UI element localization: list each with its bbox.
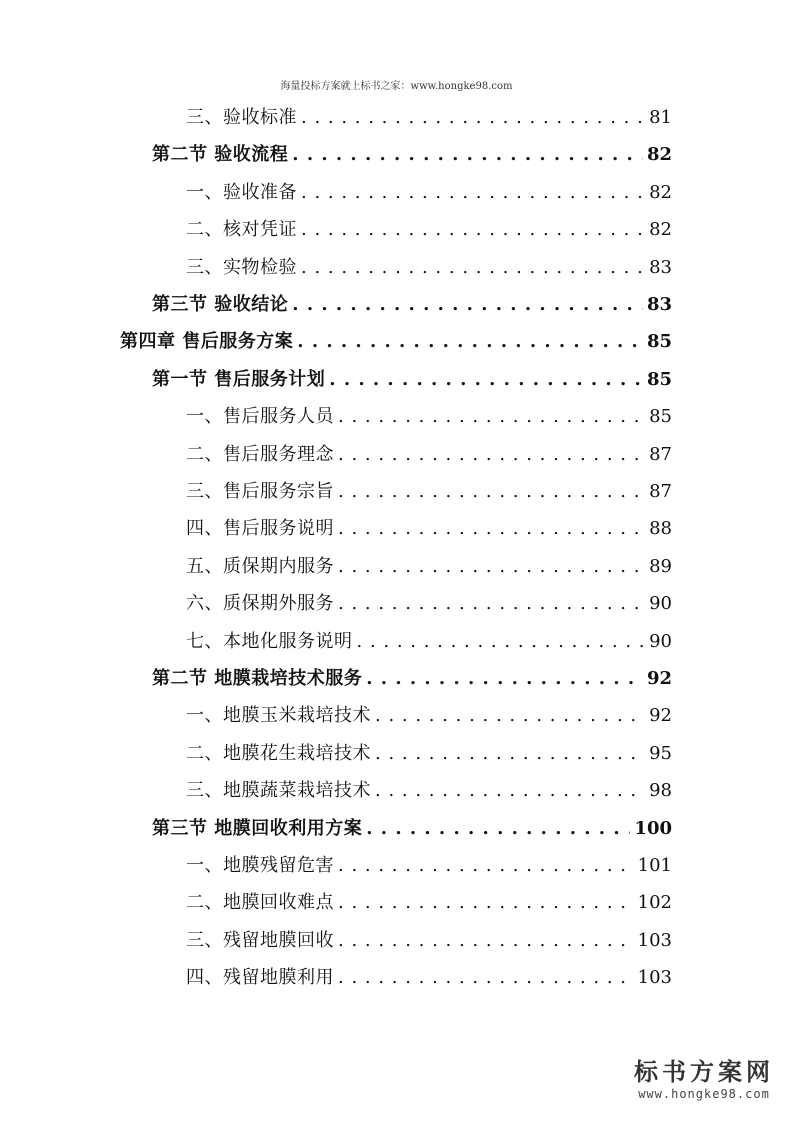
watermark-title: 标书方案网 — [634, 1058, 774, 1086]
toc-subsection-entry — [186, 885, 672, 915]
toc-entry-title: 三、残留地膜回收 — [186, 929, 334, 951]
toc-dot-leader — [375, 779, 645, 803]
toc-page-number: 87 — [649, 481, 672, 502]
toc-dot-leader — [297, 330, 643, 354]
toc-dot-leader — [338, 517, 645, 541]
toc-subsection-entry — [186, 549, 672, 579]
toc-page-number: 103 — [637, 967, 672, 989]
toc-entry-title: 六、质保期外服务 — [186, 593, 334, 615]
toc-entry-title: 第三节 验收结论 — [152, 294, 289, 315]
toc-dot-leader — [301, 106, 645, 130]
toc-page-number: 92 — [649, 705, 672, 727]
toc-entry-title: 一、地膜残留危害 — [186, 855, 334, 876]
toc-subsection-entry — [186, 474, 672, 504]
toc-page-number: 89 — [649, 555, 672, 577]
toc-subsection-entry — [186, 960, 672, 990]
toc-dot-leader — [338, 443, 645, 467]
toc-entry-title: 四、残留地膜利用 — [186, 967, 334, 989]
toc-dot-leader — [338, 854, 634, 878]
toc-page-number: 103 — [637, 929, 672, 951]
toc-subsection-entry — [186, 624, 672, 654]
toc-page-number: 82 — [649, 219, 672, 241]
toc-subsection-entry — [186, 175, 672, 205]
toc-dot-leader — [338, 929, 634, 953]
toc-entry-title: 二、售后服务理念 — [186, 443, 334, 465]
toc-subsection-entry — [186, 773, 672, 803]
toc-dot-leader — [338, 405, 645, 429]
toc-subsection-entry — [186, 586, 672, 616]
toc-subsection-entry — [186, 848, 672, 878]
page-header: 海量投标方案就上标书之家：www.hongke98.com — [280, 81, 513, 92]
toc-page-number: 85 — [646, 368, 672, 390]
toc-page-number: 85 — [649, 406, 672, 428]
toc-section-entry — [152, 811, 672, 841]
toc-page-number: 85 — [646, 331, 672, 353]
toc-subsection-entry — [186, 437, 672, 467]
toc-entry-title: 二、核对凭证 — [186, 219, 297, 241]
toc-entry-title: 三、验收标准 — [186, 107, 297, 128]
toc-dot-leader — [375, 704, 645, 728]
toc-page-number: 95 — [649, 742, 672, 764]
toc-page-number: 87 — [649, 443, 672, 465]
toc-entry-title: 一、验收准备 — [186, 181, 297, 203]
toc-subsection-entry — [186, 212, 672, 242]
toc-subsection-entry — [186, 100, 672, 130]
toc-dot-leader — [301, 181, 645, 205]
toc-page-number: 82 — [646, 144, 672, 166]
toc-dot-leader — [338, 891, 634, 915]
toc-section-entry — [152, 137, 672, 167]
toc-page-number: 83 — [646, 294, 672, 315]
toc-dot-leader — [338, 555, 645, 579]
toc-dot-leader — [338, 966, 634, 990]
toc-entry-title: 二、地膜回收难点 — [186, 892, 334, 914]
toc-section-entry — [152, 661, 672, 691]
toc-entry-title: 一、地膜玉米栽培技术 — [186, 705, 371, 727]
toc-entry-title: 二、地膜花生栽培技术 — [186, 742, 371, 764]
toc-dot-leader — [366, 667, 643, 691]
toc-page-number: 83 — [649, 256, 672, 278]
toc-dot-leader — [292, 293, 643, 317]
toc-entry-title: 三、售后服务宗旨 — [186, 481, 334, 502]
toc-subsection-entry — [186, 923, 672, 953]
toc-subsection-entry — [186, 250, 672, 280]
toc-dot-leader — [375, 742, 645, 766]
toc-entry-title: 一、售后服务人员 — [186, 406, 334, 428]
toc-entry-title: 第二节 地膜栽培技术服务 — [152, 668, 363, 689]
toc-dot-leader — [301, 218, 645, 242]
toc-dot-leader — [301, 256, 645, 280]
toc-chapter-entry — [120, 324, 672, 354]
site-watermark — [629, 1058, 779, 1102]
toc-dot-leader — [366, 817, 630, 841]
toc-page-number: 88 — [649, 518, 672, 540]
toc-dot-leader — [292, 143, 643, 167]
toc-entry-title: 第三节 地膜回收利用方案 — [152, 817, 363, 839]
toc-page-number: 82 — [649, 181, 672, 203]
toc-page-number: 90 — [649, 630, 672, 652]
toc-entry-title: 五、质保期内服务 — [186, 555, 334, 577]
toc-page-number: 102 — [637, 892, 672, 914]
toc-entry-title: 三、地膜蔬菜栽培技术 — [186, 780, 371, 802]
toc-page-number: 98 — [649, 780, 672, 802]
toc-entry-title: 三、实物检验 — [186, 256, 297, 278]
watermark-url: www.hongke98.com — [638, 1087, 770, 1101]
toc-subsection-entry — [186, 511, 672, 541]
toc-page-number: 81 — [649, 107, 672, 128]
toc-entry-title: 四、售后服务说明 — [186, 518, 334, 540]
toc-dot-leader — [338, 592, 645, 616]
toc-page-number: 90 — [649, 593, 672, 615]
toc-section-entry — [152, 287, 672, 317]
toc-dot-leader — [329, 368, 643, 392]
toc-entry-title: 第四章 售后服务方案 — [120, 331, 294, 353]
toc-dot-leader — [338, 480, 645, 504]
toc-dot-leader — [357, 630, 646, 654]
toc-subsection-entry — [186, 698, 672, 728]
toc-page-number: 100 — [634, 817, 672, 839]
toc-page-number: 101 — [637, 855, 672, 876]
toc-section-entry — [152, 362, 672, 392]
toc-subsection-entry — [186, 399, 672, 429]
toc-entry-title: 第一节 售后服务计划 — [152, 368, 326, 390]
toc-entry-title: 第二节 验收流程 — [152, 144, 289, 166]
toc-entry-title: 七、本地化服务说明 — [186, 630, 353, 652]
toc-subsection-entry — [186, 736, 672, 766]
toc-page-number: 92 — [646, 668, 672, 689]
